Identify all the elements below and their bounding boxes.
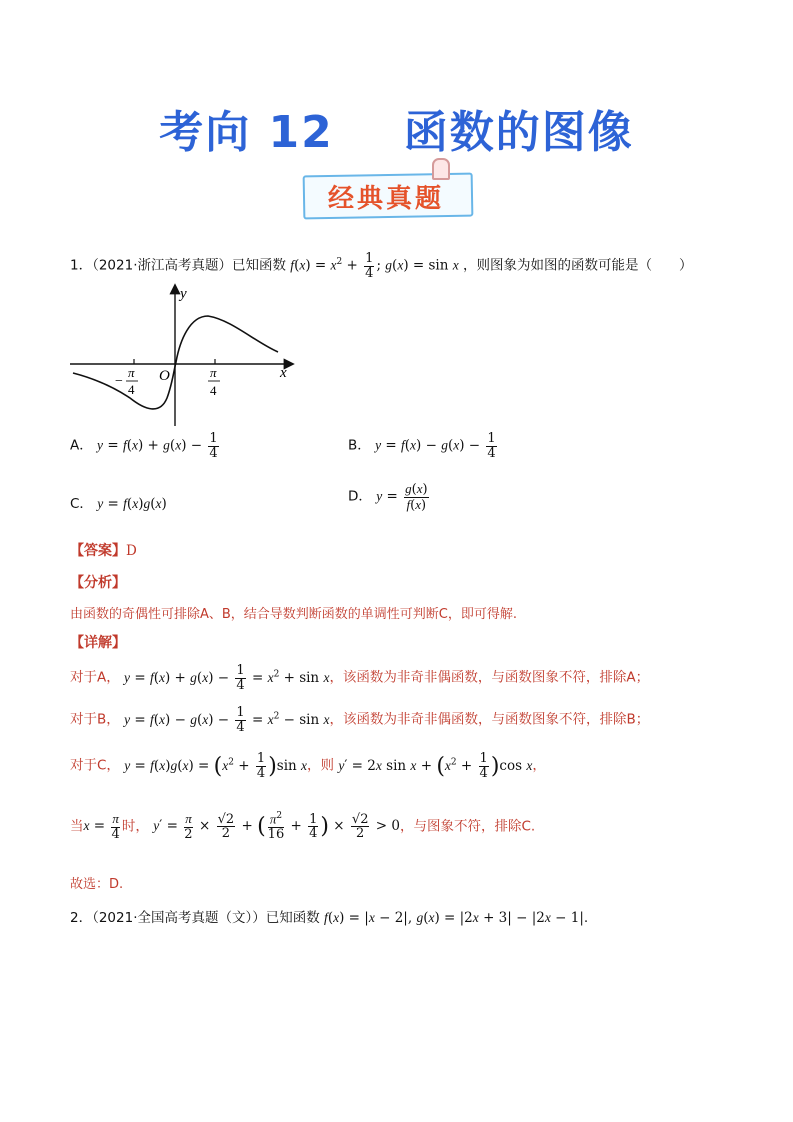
badge-label: 经典真题	[327, 184, 444, 214]
pos-tick-den: 4	[210, 383, 217, 398]
y-axis-label: y	[180, 286, 187, 302]
function-graph	[70, 280, 302, 430]
analysis-text: 由函数的奇偶性可排除A、B，结合导数判断函数的单调性可判断C，即可得解.	[70, 607, 518, 622]
title-subject: 函数的图像	[403, 107, 634, 158]
question-1-gx: g	[385, 257, 393, 273]
detail-a: 对于A， y = f(x) + g(x) − $\frac{1}{4}$ = $x^2 + \sin x$，该函数为非奇非偶函数，与函数图象不符，排除A；	[70, 663, 650, 693]
answer-row	[70, 540, 137, 560]
neg-tick-den: 4	[128, 382, 135, 397]
x-axis-label: x	[280, 365, 287, 381]
conclusion: 故选：D.	[70, 877, 124, 892]
origin-label: O	[159, 368, 170, 384]
detail-b: 对于B， y = f(x) − g(x) − $\frac{1}{4}$ = $x^2 - \sin x$，该函数为非奇非偶函数，与函数图象不符，排除B；	[70, 705, 650, 735]
question-2-stem: 2．（2021·全国高考真题（文））已知函数 f(x) = |x − 2|, g(x) = |2x + 3| − |2x − 1|.	[70, 910, 589, 926]
paper-clip-icon	[432, 158, 450, 180]
answer-value: D	[126, 543, 137, 559]
answer-label: 【答案】	[70, 543, 126, 559]
detail-label: 【详解】	[70, 635, 126, 651]
detail-c: 对于C， $y = f(x)g(x) = (x^2$ + $\frac{1}{4}$ )sin x，则 y′ = 2x $\sin x + (x^2$ + $\frac{1}{4}$ )cos x，	[70, 751, 546, 781]
option-b[interactable]: B． y = f(x) − g(x) − $\frac{1}{4}$	[348, 431, 496, 461]
detail-when: 当x = $\frac{\pi}{4}$ 时， y′ = $\frac{\pi}{2}$ × $\frac{√2}{2}$ + ( $\frac{\pi^2}{16}$ + $\frac{1}{4}$ ) × $\frac{√2}{2}$ > 0，与图象不符，排除C.	[70, 811, 536, 842]
section-badge	[297, 168, 475, 220]
neg-tick-pi: π	[128, 365, 135, 380]
option-c[interactable]: C． y = f(x)g(x)	[70, 496, 167, 512]
question-1-stem: 1．（2021·浙江高考真题）已知函数 $f(x) = x^2$ + $\frac{1}{4}$ ; g(x) = sin x ，则图象为如图的函数可能是（ ）	[70, 251, 693, 281]
question-1-suffix: ，则图象为如图的函数可能是（ ）	[463, 257, 693, 274]
neg-tick-sign: −	[115, 374, 123, 389]
question-1-prefix: 1．（2021·浙江高考真题）已知函数	[70, 257, 286, 274]
option-a[interactable]: A． y = f(x) + g(x) − $\frac{1}{4}$	[70, 431, 218, 461]
question-1-fx: f	[290, 257, 295, 273]
pos-tick-pi: π	[210, 365, 217, 380]
analysis-label: 【分析】	[70, 575, 126, 591]
page-title	[0, 96, 793, 160]
title-topic: 考向 12	[159, 107, 334, 158]
option-d[interactable]: D． y = $\frac{g(x)}{f(x)}$	[348, 481, 428, 513]
